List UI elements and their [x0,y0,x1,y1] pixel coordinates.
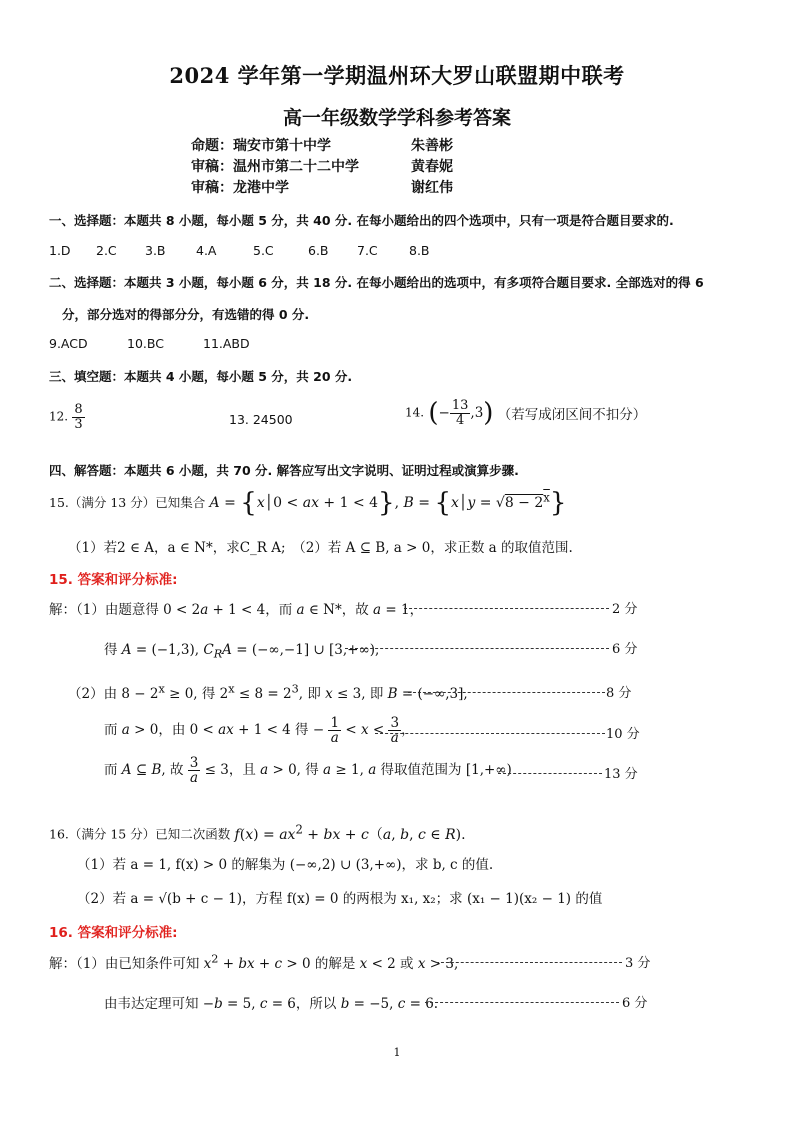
q16-part1: （1）若 a = 1, f(x) > 0 的解集为 (−∞,2) ∪ (3,+∞)，求 b, c 的值. [77,857,494,873]
q14-label: 14. [405,405,425,420]
score-label: 3 分 [625,956,651,971]
credit-name: 谢红伟 [411,180,453,196]
score-label: 6 分 [622,996,648,1011]
q14-answer: 14. (− $\frac{13}{4}$ ,3) （若写成闭区间不扣分） [405,398,647,429]
q16-part2: （2）若 a = √(b + c − 1)，方程 f(x) = 0 的两根为 x₁, x₂；求 (x₁ − 1)(x₂ − 1) 的值 [77,891,603,907]
q15-sol-2: 得 A = (−1,3), $C_RA = (-\infty,-1]$ ∪ [3,+∞), [104,642,380,661]
answer-item: 11.ABD [203,336,250,351]
q14-denominator: 4 [455,412,465,428]
score-label: 13 分 [604,767,638,782]
section4-heading: 四、解答题：本题共 6 小题，共 70 分. 解答应写出文字说明、证明过程或演算步骤. [49,463,519,478]
q12-fraction [72,403,84,431]
answer-item: 10.BC [127,336,164,351]
q15-sol-4: 而 a > 0，由 0 < ax + 1 < 4 得 − $\frac{1}{a}$ < x < $\frac{3}{a}$ ， [104,715,415,747]
q16-stem-text: 16.（满分 15 分）已知二次函数 [49,826,231,842]
credit-role: 审稿：龙港中学 [191,180,289,196]
section2-heading-cont: 分，部分选对的得部分分，有选错的得 0 分. [62,307,310,322]
answer-item: 4.A [196,243,217,258]
q15-parts: （1）若2 ∈ A，a ∈ N*，求C_R A; （2）若 A ⊆ B, a > 0，求正数 a 的取值范围. [68,540,573,556]
answer-item: 3.B [145,243,166,258]
q13-answer: 13. 24500 [229,412,293,427]
credit-name: 黄春妮 [411,159,453,175]
q12-numerator: 8 [74,402,83,417]
answer-item: 9.ACD [49,336,88,351]
credit-name: 朱善彬 [411,138,453,154]
q15-sol-3: （2）由 $8 - 2^x \ge 0$, 得 $2^x \le 8 = 2^3$, 即 x ≤ 3, 即 B = (−∞,3], [68,682,468,702]
page-title: 2024 学年第一学期温州环大罗山联盟期中联考 [169,63,625,88]
score-label: 10 分 [606,727,640,742]
q14-numerator: 13 [451,398,469,413]
q16-sol-2: 由韦达定理可知 −b = 5, c = 6，所以 b = −5, c = 6. [104,996,439,1012]
q15-stem: 15.（满分 13 分）已知集合 A = {x│0 < ax + 1 < 4}, B = {x│y = $√8 - 2^x$} [49,488,567,518]
score-label: 6 分 [612,642,638,657]
answer-item: 1.D [49,243,71,258]
q15-answer-title: 15. 答案和评分标准: [49,572,178,588]
section1-heading: 一、选择题：本题共 8 小题，每小题 5 分，共 40 分. 在每小题给出的四个选项中，只有一项是符合题目要求的. [49,213,674,228]
score-label: 2 分 [612,602,638,617]
answer-item: 5.C [253,243,274,258]
q16-sol-1: 解：（1）由已知条件可知 $x^2$ + bx + c > 0 的解是 x < 2 或 x > 3, [49,952,459,972]
q14-fraction [450,399,471,427]
section2-heading: 二、选择题：本题共 3 小题，每小题 6 分，共 18 分. 在每小题给出的选项中，有多项符合题目要求. 全部选对的得 6 [49,275,704,290]
credit-role: 审稿：温州市第二十二中学 [191,159,359,175]
q15-stem-text: 15.（满分 13 分）已知集合 [49,495,206,510]
answer-item: 8.B [409,243,430,258]
q12-denominator: 3 [74,416,83,432]
q15-sol-5: 而 A ⊆ B, 故 $\frac{3}{a}$ ≤ 3，且 a > 0, 得 a ≥ 1, a 得取值范围为 [1,+∞) [104,755,512,787]
q16-stem: 16.（满分 15 分）已知二次函数 $f(x) = ax^2$ + bx + c（a, b, c ∈ R). [49,822,466,843]
q15-sol-1: 解：（1）由题意得 0 < 2a + 1 < 4，而 a ∈ N*，故 a = 1， [49,602,424,618]
q12-label: 12. [49,409,69,424]
page-number: 1 [393,1046,401,1059]
score-label: 8 分 [606,686,632,701]
credit-role: 命题：瑞安市第十中学 [191,138,331,154]
q12-answer [49,403,85,431]
section3-heading: 三、填空题：本题共 4 小题，每小题 5 分，共 20 分. [49,369,353,384]
q16-answer-title: 16. 答案和评分标准: [49,925,178,941]
q14-note: （若写成闭区间不扣分） [497,407,647,424]
page-subtitle: 高一年级数学学科参考答案 [282,107,511,129]
answer-item: 6.B [308,243,329,258]
answer-item: 7.C [357,243,378,258]
answer-item: 2.C [96,243,117,258]
